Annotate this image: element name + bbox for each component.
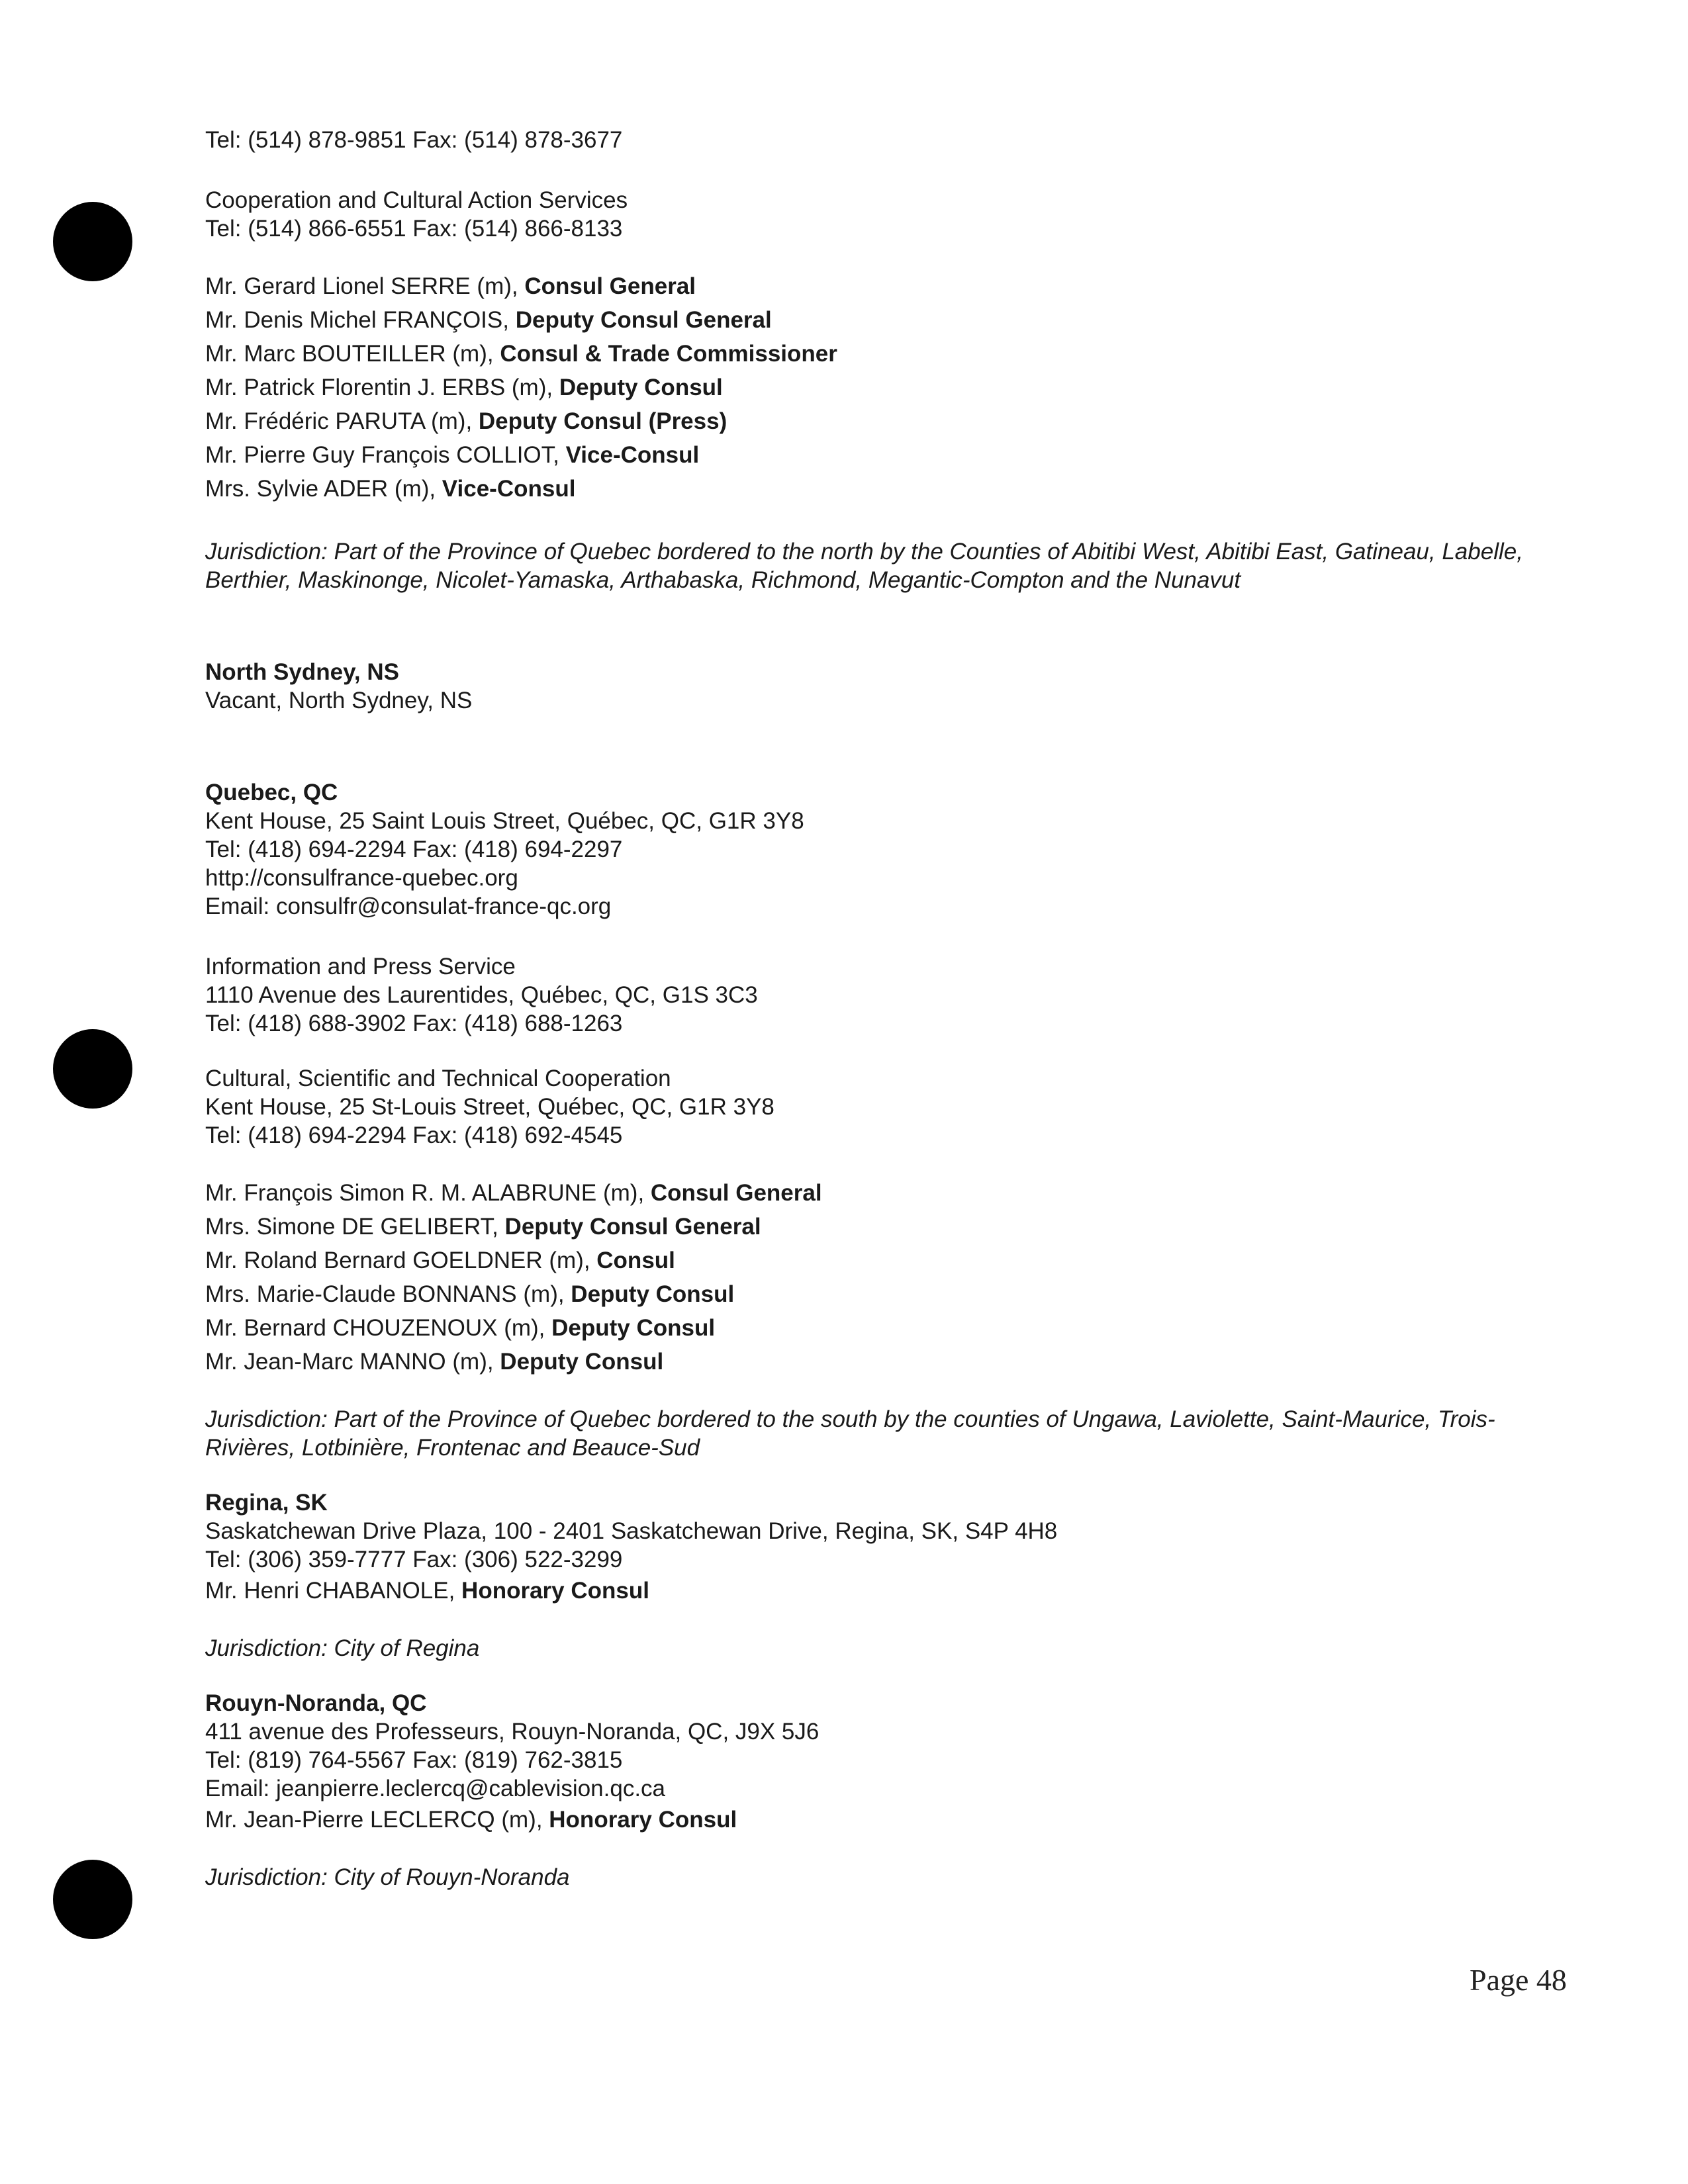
staff-entry xyxy=(205,337,1562,371)
staff-title: Consul General xyxy=(524,273,696,299)
staff-title: Deputy Consul General xyxy=(515,307,772,333)
contact-line: Tel: (418) 694-2294 Fax: (418) 694-2297 xyxy=(205,837,623,862)
staff-title: Vice-Consul xyxy=(442,476,576,502)
staff-entry xyxy=(205,404,1562,438)
punch-hole xyxy=(53,1029,132,1109)
address-line: Kent House, 25 St-Louis Street, Québec, QC, G1R 3Y8 xyxy=(205,1094,774,1120)
contact-line: Tel: (418) 694-2294 Fax: (418) 692-4545 xyxy=(205,1122,623,1148)
contact-line: Tel: (514) 866-6551 Fax: (514) 866-8133 xyxy=(205,216,623,242)
section-heading: Rouyn-Noranda, QC xyxy=(205,1690,427,1716)
staff-name: Mr. Gerard Lionel SERRE (m), xyxy=(205,273,525,299)
service-name: Cultural, Scientific and Technical Cooperation xyxy=(205,1066,671,1091)
staff-entry xyxy=(205,438,1562,472)
staff-entry xyxy=(205,1803,1562,1837)
section-heading: Quebec, QC xyxy=(205,780,338,805)
staff-entry xyxy=(205,1345,1562,1379)
staff-entry xyxy=(205,303,1562,337)
staff-title: Consul General xyxy=(650,1180,822,1206)
section-heading: Regina, SK xyxy=(205,1490,328,1516)
staff-name: Mr. Patrick Florentin J. ERBS (m), xyxy=(205,375,559,400)
staff-entry xyxy=(205,1210,1562,1244)
staff-title: Deputy Consul (Press) xyxy=(478,408,727,434)
staff-title: Consul xyxy=(596,1248,675,1273)
address-line: 411 avenue des Professeurs, Rouyn-Noranda, QC, J9X 5J6 xyxy=(205,1719,820,1745)
staff-entry xyxy=(205,1176,1562,1210)
staff-name: Mr. Henri CHABANOLE, xyxy=(205,1578,462,1604)
staff-entry xyxy=(205,1574,1562,1608)
staff-title: Vice-Consul xyxy=(565,442,700,468)
service-name: Information and Press Service xyxy=(205,954,516,979)
service-name: Cooperation and Cultural Action Services xyxy=(205,187,628,213)
staff-name: Mr. François Simon R. M. ALABRUNE (m), xyxy=(205,1180,651,1206)
address-line: Kent House, 25 Saint Louis Street, Québec, QC, G1R 3Y8 xyxy=(205,808,804,834)
contact-line: Tel: (514) 878-9851 Fax: (514) 878-3677 xyxy=(205,127,623,153)
staff-entry xyxy=(205,269,1562,303)
staff-title: Deputy Consul xyxy=(559,375,723,400)
staff-title: Consul & Trade Commissioner xyxy=(500,341,837,367)
staff-entry xyxy=(205,1277,1562,1311)
email-line: Email: consulfr@consulat-france-qc.org xyxy=(205,893,612,919)
staff-name: Mrs. Marie-Claude BONNANS (m), xyxy=(205,1281,571,1307)
staff-entry xyxy=(205,472,1562,506)
contact-line: Tel: (819) 764-5567 Fax: (819) 762-3815 xyxy=(205,1747,623,1773)
staff-name: Mr. Jean-Marc MANNO (m), xyxy=(205,1349,500,1375)
staff-entry xyxy=(205,1244,1562,1277)
jurisdiction-note: Jurisdiction: City of Rouyn-Noranda xyxy=(205,1864,570,1890)
staff-name: Mr. Frédéric PARUTA (m), xyxy=(205,408,479,434)
staff-entry xyxy=(205,1311,1562,1345)
staff-title: Deputy Consul General xyxy=(504,1214,761,1240)
staff-name: Mr. Marc BOUTEILLER (m), xyxy=(205,341,500,367)
staff-list xyxy=(205,1176,1562,1379)
staff-name: Mr. Jean-Pierre LECLERCQ (m), xyxy=(205,1807,549,1833)
section-heading: North Sydney, NS xyxy=(205,659,400,685)
punch-hole xyxy=(53,202,132,281)
contact-line: Tel: (418) 688-3902 Fax: (418) 688-1263 xyxy=(205,1011,623,1036)
address-line: 1110 Avenue des Laurentides, Québec, QC, G1S 3C3 xyxy=(205,982,758,1008)
staff-title: Deputy Consul xyxy=(551,1315,716,1341)
staff-title: Deputy Consul xyxy=(571,1281,735,1307)
address-line: Saskatchewan Drive Plaza, 100 - 2401 Saskatchewan Drive, Regina, SK, S4P 4H8 xyxy=(205,1518,1058,1544)
staff-name: Mrs. Simone DE GELIBERT, xyxy=(205,1214,505,1240)
contact-line: Tel: (306) 359-7777 Fax: (306) 522-3299 xyxy=(205,1547,623,1572)
jurisdiction-note: Jurisdiction: Part of the Province of Quebec bordered to the south by the counties of Ungawa, Laviolette, Saint-Maurice, Trois-Rivières, Lotbinière, Frontenac and Beauce-Sud xyxy=(205,1406,1495,1461)
jurisdiction-note: Jurisdiction: Part of the Province of Quebec bordered to the north by the Counties of Abitibi West, Abitibi East, Gatineau, Labelle, Berthier, Maskinonge, Nicolet-Yamaska, Arthabaska, Richmond, Megantic-Compton and the Nunavut xyxy=(205,539,1523,593)
page-number: Page 48 xyxy=(1470,1963,1567,1997)
document-body xyxy=(205,126,1562,1891)
staff-list xyxy=(205,269,1562,506)
staff-name: Mrs. Sylvie ADER (m), xyxy=(205,476,442,502)
staff-name: Mr. Denis Michel FRANÇOIS, xyxy=(205,307,516,333)
jurisdiction-note: Jurisdiction: City of Regina xyxy=(205,1635,480,1661)
staff-title: Deputy Consul xyxy=(500,1349,664,1375)
email-line: Email: jeanpierre.leclercq@cablevision.qc.ca xyxy=(205,1776,666,1801)
staff-name: Mr. Roland Bernard GOELDNER (m), xyxy=(205,1248,597,1273)
staff-entry xyxy=(205,371,1562,404)
punch-hole xyxy=(53,1860,132,1939)
staff-name: Mr. Pierre Guy François COLLIOT, xyxy=(205,442,566,468)
staff-title: Honorary Consul xyxy=(549,1807,737,1833)
address-line: Vacant, North Sydney, NS xyxy=(205,688,473,713)
staff-name: Mr. Bernard CHOUZENOUX (m), xyxy=(205,1315,552,1341)
staff-title: Honorary Consul xyxy=(461,1578,649,1604)
website-line: http://consulfrance-quebec.org xyxy=(205,865,518,891)
